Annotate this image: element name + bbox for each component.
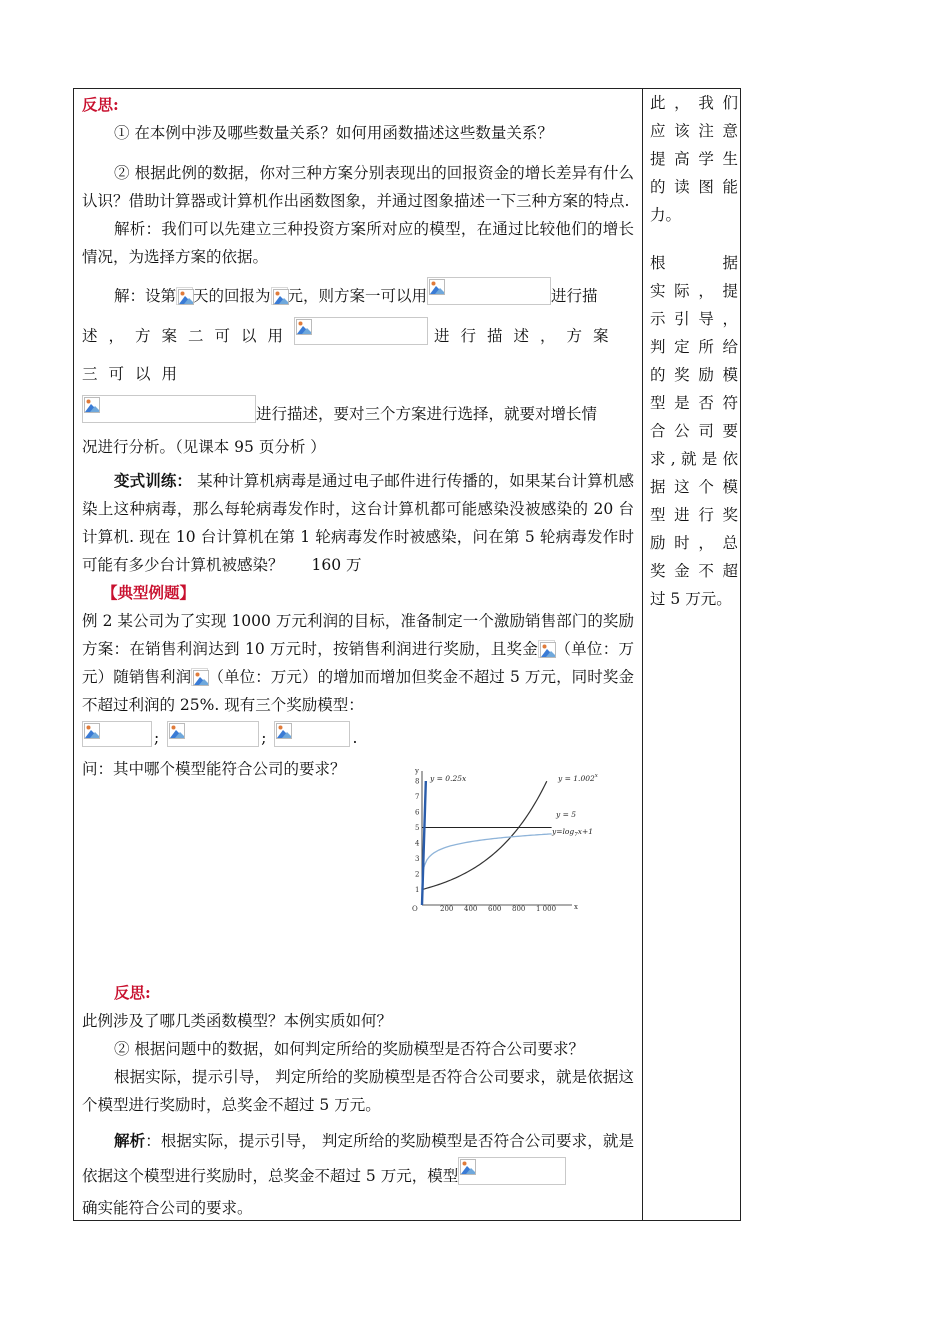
page-table	[73, 88, 741, 1221]
y-axis-label: y	[415, 767, 419, 775]
image-placeholder-icon	[427, 277, 551, 305]
side-note-line: 此，我们	[650, 94, 738, 112]
image-placeholder-icon	[176, 287, 193, 305]
side-note-line: 应该注意	[650, 122, 738, 140]
reflection-2-question-1: 此例涉及了哪几类函数模型？本例实质如何？	[82, 1012, 393, 1030]
y-ticks	[415, 778, 420, 895]
example-2-question: 问：其中哪个模型能符合公司的要求？	[82, 760, 346, 778]
solution-paragraph: 解：设第 天的回报为 元，则方案一可以用 进行描	[82, 277, 634, 313]
solution-line-2: 述，方案二可以用 进行描述，方案三可以用	[82, 317, 634, 393]
origin-label: O	[412, 905, 418, 911]
y-tick-label: 2	[415, 870, 420, 879]
y-tick-label: 3	[415, 855, 420, 863]
variant-training: 变式训练： 某种计算机病毒是通过电子邮件进行传播的，如果某台计算机感染上这种病毒，那么每轮病毒发作时，这台计算机都可能感染没被感染的 20 台计算机. 现在 10 台计算机在第 1 轮病毒发作时被感染，问在第 5 轮病毒发作时可能有多少台计算机被感染？ 160 万	[82, 471, 634, 574]
reflection-2-paragraph: 根据实际，提示引导， 判定所给的奖励模型是否符合公司要求，就是依据这个模型进行奖励时，总奖金不超过 5 万元。	[82, 1068, 634, 1114]
image-placeholder-icon	[191, 668, 208, 686]
y-tick-label: 5	[415, 824, 420, 832]
side-note-line: 力。	[650, 206, 682, 224]
y-tick-label: 4	[415, 839, 420, 848]
reward-models: ; ; .	[82, 721, 634, 755]
side-notes	[650, 89, 738, 1220]
side-note-2	[650, 249, 738, 613]
x-tick-label: 200	[440, 905, 454, 911]
y-tick-label: 6	[415, 808, 420, 817]
side-note-line: 根 据	[650, 254, 738, 272]
side-note-line: 判定所给	[650, 338, 738, 356]
label-exponential: $y = 1.002^x$	[558, 773, 598, 783]
reflection-question-2: ② 根据此例的数据，你对三种方案分别表现出的回报资金的增长差异有什么认识？借助计算器或计算机作出函数图象，并通过图象描述一下三种方案的特点.	[82, 164, 634, 210]
column-divider	[642, 89, 643, 1220]
image-placeholder-icon	[294, 317, 428, 345]
example-heading: 【典型例题】	[102, 583, 196, 602]
reflection-heading: 反思:	[82, 95, 119, 114]
image-placeholder-icon	[167, 721, 259, 747]
y-tick-label: 8	[415, 777, 420, 786]
side-note-line: 奖金不超	[650, 562, 738, 580]
reflection-2-question-2: ② 根据问题中的数据，如何判定所给的奖励模型是否符合公司要求？	[114, 1040, 584, 1058]
variant-label: 变式训练：	[114, 471, 193, 490]
side-note-line: 合公司要	[650, 422, 738, 440]
side-note-line: 励时，总	[650, 534, 738, 552]
function-graph	[412, 763, 622, 911]
side-note-line: 示引导，	[650, 310, 738, 328]
image-placeholder-icon	[274, 721, 350, 747]
analysis-paragraph: 解析：我们可以先建立三种投资方案所对应的模型，在通过比较他们的增长情况，为选择方案的依据。	[82, 220, 634, 266]
side-note-line: 的读图能	[650, 178, 738, 196]
side-note-line: 求,就是依	[650, 450, 738, 468]
side-note-line: 型是否符	[650, 394, 738, 412]
image-placeholder-icon	[538, 640, 555, 658]
side-note-line: 据这个模	[650, 478, 738, 496]
side-note-line: 过 5 万元。	[650, 590, 732, 608]
side-note-line: 实际，提	[650, 282, 738, 300]
x-tick-label: 400	[464, 905, 478, 911]
image-placeholder-icon	[82, 395, 256, 423]
image-placeholder-icon	[458, 1157, 566, 1185]
label-constant: y = 5	[556, 810, 577, 819]
side-note-1	[650, 89, 738, 229]
main-cell	[82, 89, 634, 1220]
label-logarithmic: $y=\log_7x+1$	[552, 827, 594, 838]
curve-linear	[422, 781, 426, 905]
x-tick-label: 600	[488, 905, 502, 911]
example-2-text: 例 2 某公司为了实现 1000 万元利润的目标，准备制定一个激励销售部门的奖励方案：在销售利润达到 10 万元时，按销售利润进行奖励，且奖金 （单位：万元）随销售利润 （单位：万元）的增加而增加但奖金不超过 5 万元，同时奖金不超过利润的 25%. 现有三个奖励模型：	[82, 612, 634, 714]
x-tick-label: 1 000	[536, 905, 557, 911]
x-tick-label: 800	[512, 905, 526, 911]
side-note-line: 型进行奖	[650, 506, 738, 524]
image-placeholder-icon	[82, 721, 152, 747]
side-note-line: 的奖励模	[650, 366, 738, 384]
curve-logarithmic	[422, 834, 551, 890]
image-placeholder-icon	[271, 287, 288, 305]
reflection-2-heading: 反思:	[114, 983, 151, 1002]
x-axis-label: x	[574, 903, 578, 911]
variant-answer: 160 万	[311, 556, 362, 574]
reflection-2-conclusion: 确实能符合公司的要求。	[82, 1199, 253, 1217]
side-note-line: 提高学生	[650, 150, 738, 168]
reflection-question-1: ① 在本例中涉及哪些数量关系？如何用函数描述这些数量关系？	[114, 124, 553, 142]
solution-line-3: 进行描述，要对三个方案进行选择，就要对增长情	[82, 395, 634, 433]
solution-line-4: 况进行分析。（见课本 95 页分析 ）	[82, 438, 326, 456]
x-ticks	[440, 905, 556, 911]
y-tick-label: 1	[415, 886, 420, 894]
y-tick-label: 7	[415, 793, 420, 801]
reflection-2-analysis: 解析：根据实际，提示引导， 判定所给的奖励模型是否符合公司要求，就是依据这个模型进行奖励时，总奖金不超过 5 万元，模型	[82, 1131, 634, 1185]
label-linear: y = 0.25x	[430, 774, 467, 783]
